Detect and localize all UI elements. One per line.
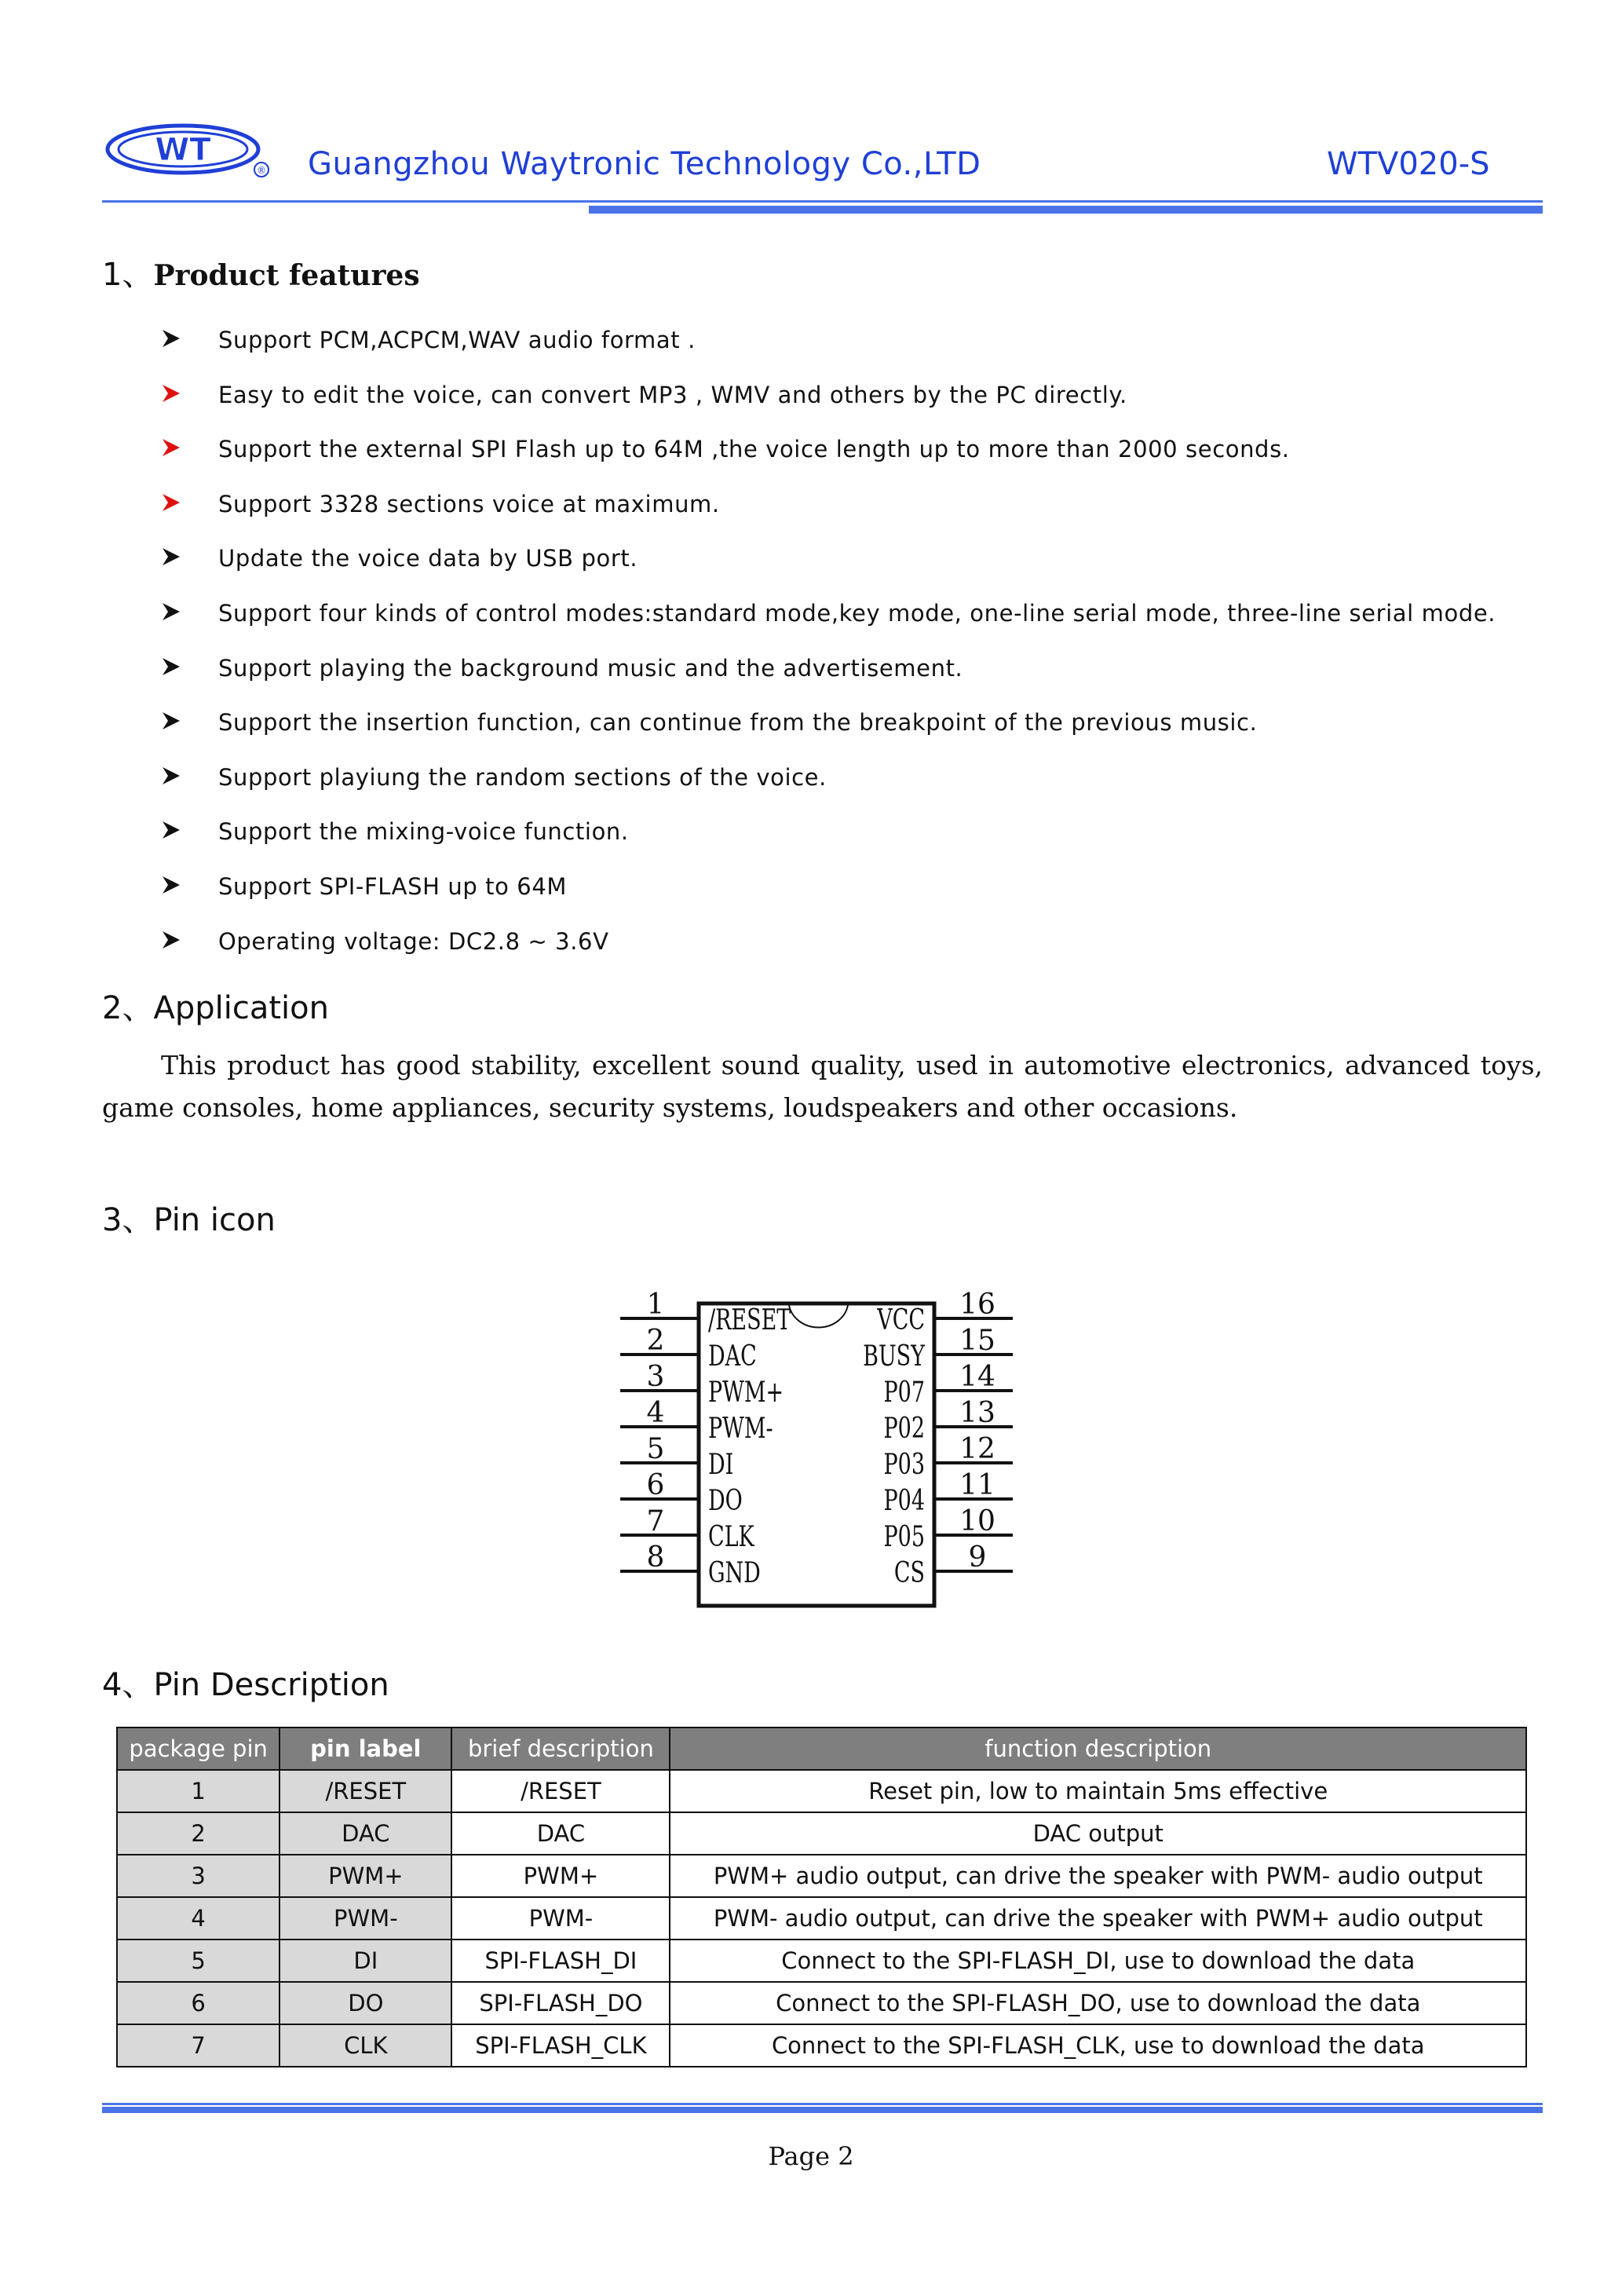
pin-label: DI — [708, 1447, 734, 1482]
table-cell: 6 — [117, 1982, 279, 2024]
pin-label: /RESET — [708, 1303, 791, 1337]
table-cell: DAC output — [670, 1812, 1526, 1855]
pin-number: 1 — [646, 1289, 665, 1321]
table-row — [117, 1940, 1526, 1982]
pin-number: 12 — [959, 1433, 995, 1465]
section-title: Product features — [153, 259, 420, 292]
pin-number: 8 — [646, 1541, 665, 1574]
pin-label: P03 — [883, 1447, 925, 1482]
bullet-arrow-icon — [161, 437, 181, 458]
table-cell: 1 — [117, 1770, 279, 1812]
table-cell: PWM+ — [451, 1855, 670, 1897]
pin-label: P05 — [883, 1519, 925, 1554]
feature-text: Support playiung the random sections of the voice. — [218, 763, 827, 791]
pin-number: 15 — [959, 1325, 995, 1357]
column-header: function description — [670, 1727, 1526, 1770]
table-cell: /RESET — [279, 1770, 451, 1812]
pin-label: PWM- — [708, 1411, 773, 1446]
table-cell: Connect to the SPI-FLASH_DI, use to download the data — [670, 1940, 1526, 1982]
table-cell: /RESET — [451, 1770, 670, 1812]
pin-number: 14 — [959, 1361, 995, 1393]
feature-item — [161, 868, 1558, 923]
section-number: 4、 — [102, 1667, 154, 1703]
bullet-arrow-icon — [161, 656, 181, 677]
feature-item — [161, 540, 1558, 595]
feature-item — [161, 759, 1558, 814]
table-cell: 7 — [117, 2024, 279, 2067]
column-header: pin label — [279, 1727, 451, 1770]
pin-label: DO — [708, 1483, 743, 1518]
bullet-arrow-icon — [161, 601, 181, 622]
table-cell: SPI-FLASH_CLK — [451, 2024, 670, 2067]
table-row — [117, 2024, 1526, 2067]
feature-text: Update the voice data by USB port. — [218, 545, 638, 572]
bullet-arrow-icon — [161, 820, 181, 840]
feature-list — [161, 322, 1558, 978]
pin-label: DAC — [708, 1339, 757, 1373]
table-cell: DAC — [451, 1812, 670, 1855]
section-4-heading — [102, 1660, 389, 1705]
table-cell: PWM- — [451, 1897, 670, 1940]
feature-item — [161, 923, 1558, 978]
table-cell: 4 — [117, 1897, 279, 1940]
pin-label: P07 — [883, 1375, 925, 1409]
table-cell: CLK — [279, 2024, 451, 2067]
table-cell: Reset pin, low to maintain 5ms effective — [670, 1770, 1526, 1812]
bullet-arrow-icon — [161, 711, 181, 731]
feature-text: Easy to edit the voice, can convert MP3 , WMV and others by the PC directly. — [218, 381, 1127, 408]
feature-item — [161, 486, 1558, 541]
footer-rule — [102, 2103, 1543, 2105]
table-cell: Connect to the SPI-FLASH_DO, use to download the data — [670, 1982, 1526, 2024]
feature-item — [161, 322, 1558, 377]
table-row — [117, 1982, 1526, 2024]
pin-label: CS — [893, 1556, 925, 1590]
chip-notch — [789, 1305, 848, 1328]
pin-label: CLK — [708, 1519, 754, 1554]
section-title: Application — [153, 990, 329, 1026]
feature-text: Support the mixing-voice function. — [218, 818, 629, 846]
pin-number: 16 — [959, 1289, 995, 1321]
pin-number: 11 — [959, 1469, 995, 1501]
table-cell: DI — [279, 1940, 451, 1982]
bullet-arrow-icon — [161, 383, 181, 404]
section-number: 2、 — [102, 990, 154, 1026]
header-rule — [102, 200, 1543, 203]
pin-label: P02 — [883, 1411, 925, 1446]
table-cell: PWM+ — [279, 1855, 451, 1897]
pin-description-table — [116, 1727, 1527, 2067]
feature-text: Support SPI-FLASH up to 64M — [218, 872, 568, 900]
registered-mark: ® — [257, 165, 266, 176]
table-cell: Connect to the SPI-FLASH_CLK, use to download the data — [670, 2024, 1526, 2067]
table-row — [117, 1812, 1526, 1855]
feature-item — [161, 704, 1558, 759]
table-cell: SPI-FLASH_DI — [451, 1940, 670, 1982]
chip-pinout-diagram — [620, 1284, 1013, 1614]
table-cell: DAC — [279, 1812, 451, 1855]
page-number: Page 2 — [768, 2141, 854, 2171]
company-name: Guangzhou Waytronic Technology Co.,LTD — [308, 146, 981, 182]
feature-text: Support PCM,ACPCM,WAV audio format . — [218, 327, 696, 353]
pin-label: GND — [708, 1556, 761, 1590]
table-cell: PWM- — [279, 1897, 451, 1940]
bullet-arrow-icon — [161, 547, 181, 567]
feature-item — [161, 813, 1558, 868]
section-title: Pin icon — [153, 1202, 276, 1238]
column-header: package pin — [117, 1727, 279, 1770]
feature-text: Support the insertion function, can continue from the breakpoint of the previous music. — [218, 709, 1258, 737]
pin-number: 5 — [646, 1433, 665, 1465]
pin-label: PWM+ — [708, 1375, 784, 1409]
table-row — [117, 1855, 1526, 1897]
bullet-arrow-icon — [161, 930, 181, 950]
feature-text: Support playing the background music and the advertisement. — [218, 654, 963, 682]
footer-rule-thick — [102, 2107, 1543, 2113]
table-cell: DO — [279, 1982, 451, 2024]
section-3-heading — [102, 1195, 276, 1240]
table-row — [117, 1770, 1526, 1812]
bullet-arrow-icon — [161, 328, 181, 349]
section-number: 3、 — [102, 1202, 154, 1238]
pin-label: P04 — [883, 1483, 925, 1518]
feature-text: Support four kinds of control modes:standard mode,key mode, one-line serial mode, three-line serial mode. — [218, 599, 1496, 627]
feature-item — [161, 377, 1558, 432]
pin-label: VCC — [877, 1303, 925, 1337]
model-number: WTV020-S — [1327, 146, 1490, 182]
section-1-heading — [102, 250, 420, 294]
table-cell: 5 — [117, 1940, 279, 1982]
pin-number: 13 — [959, 1397, 995, 1429]
application-paragraph: This product has good stability, excellent sound quality, used in automotive electronics, advanced toys, game consoles, home appliances, security systems, loudspeakers and other occasions. — [102, 1050, 1543, 1123]
table-cell: PWM+ audio output, can drive the speaker with PWM- audio output — [670, 1855, 1526, 1897]
feature-text: Operating voltage: DC2.8 ~ 3.6V — [218, 927, 609, 955]
company-logo — [104, 118, 277, 181]
table-cell: SPI-FLASH_DO — [451, 1982, 670, 2024]
table-cell: 2 — [117, 1812, 279, 1855]
pin-number: 3 — [646, 1361, 665, 1393]
pin-number: 10 — [959, 1505, 995, 1537]
section-number: 1、 — [102, 257, 154, 293]
feature-item — [161, 650, 1558, 705]
pin-number: 4 — [646, 1397, 665, 1429]
feature-item — [161, 431, 1558, 486]
pin-label: BUSY — [863, 1339, 925, 1373]
pin-number: 7 — [646, 1505, 665, 1537]
section-title: Pin Description — [153, 1667, 389, 1703]
header-rule-thick — [589, 206, 1543, 214]
pin-number: 6 — [646, 1469, 665, 1501]
feature-item — [161, 595, 1558, 650]
pin-number: 2 — [646, 1325, 665, 1357]
table-body — [117, 1770, 1526, 2067]
bullet-arrow-icon — [161, 492, 181, 513]
bullet-arrow-icon — [161, 875, 181, 895]
pin-number: 9 — [968, 1541, 987, 1574]
table-row — [117, 1897, 1526, 1940]
feature-text: Support the external SPI Flash up to 64M ,the voice length up to more than 2000 seconds. — [218, 436, 1290, 463]
table-cell: 3 — [117, 1855, 279, 1897]
logo-text: WT — [155, 132, 211, 168]
table-header-row — [117, 1727, 1526, 1770]
feature-text: Support 3328 sections voice at maximum. — [218, 490, 720, 517]
section-2-heading — [102, 983, 329, 1028]
bullet-arrow-icon — [161, 766, 181, 786]
column-header: brief description — [451, 1727, 670, 1770]
table-cell: PWM- audio output, can drive the speaker with PWM+ audio output — [670, 1897, 1526, 1940]
